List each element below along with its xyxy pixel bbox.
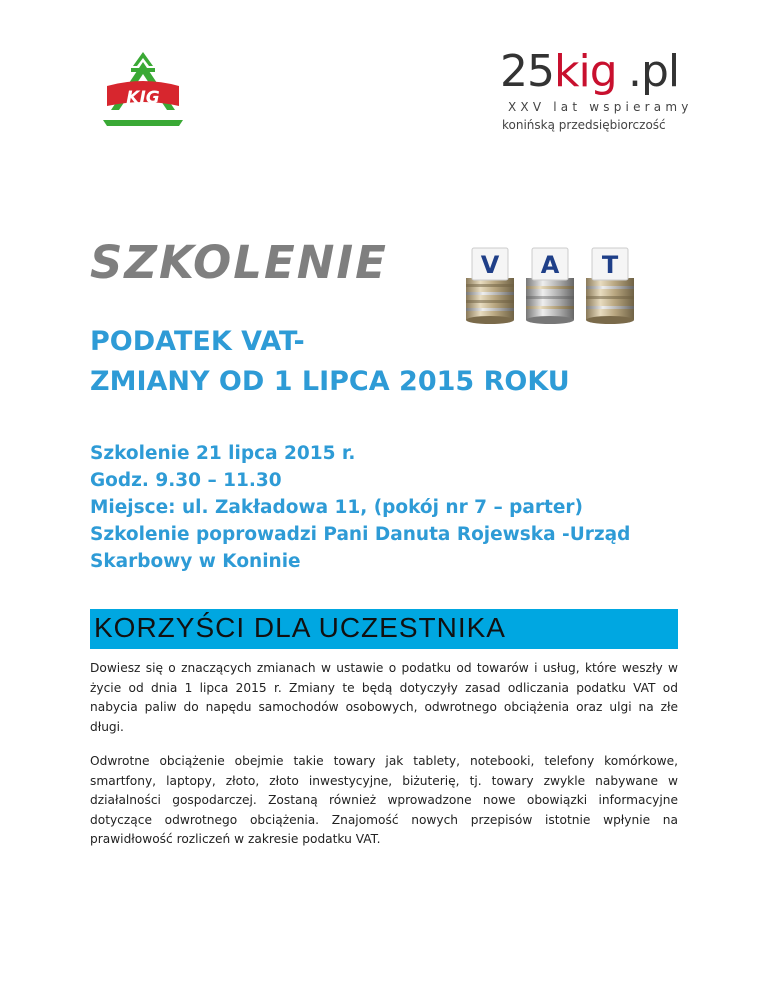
kig25-logo <box>500 46 693 142</box>
kig-logo-text: KIG <box>126 88 160 108</box>
heading-line-1: PODATEK VAT- <box>90 326 305 357</box>
benefits-paragraph-1: Dowiesz się o znaczących zmianach w ustawie o podatku od towarów i usług, które weszły w życie od dnia 1 lipca 2015 r. Zmiany te będą dotyczyły zasad odliczania podatku VAT od nabycia paliw do napędu samochodów osobowych, odwrotnego obciążenia oraz ulgi na złe długi. <box>90 661 678 734</box>
detail-location: Miejsce: ul. Zakładowa 11, (pokój nr 7 – parter) <box>90 497 583 518</box>
kig-logo <box>95 48 191 128</box>
training-details <box>90 440 690 575</box>
detail-trainer: Szkolenie poprowadzi Pani Danuta Rojewska -Urząd <box>90 524 631 545</box>
vat-letter-t: T <box>601 251 619 279</box>
detail-trainer-cont: Skarbowy w Koninie <box>90 551 301 572</box>
training-heading <box>90 322 570 402</box>
benefits-section-bar <box>90 609 678 649</box>
kig25-tagline-2: konińską przedsiębiorczość <box>502 118 666 132</box>
kig25-brand: kig <box>554 46 617 97</box>
kig25-tld: .pl <box>628 46 680 97</box>
vat-letter-v: V <box>480 251 500 279</box>
kig25-number: 25 <box>500 46 554 97</box>
heading-line-2: ZMIANY OD 1 LIPCA 2015 ROKU <box>90 366 570 397</box>
benefits-paragraph-2: Odwrotne obciążenie obejmie takie towary jak tablety, notebooki, telefony komórkowe, smartfony, laptopy, złoto, złoto inwestycyjne, biżuterię, tj. towary zwykle nabywane w działalności gospodarczej. Zostaną również wprowadzone nowe obowiązki informacyjne dotyczące odwrotnego obciążenia. Znajomość nowych przepisów istotnie wpłynie na prawidłowość rozliczeń w zakresie podatku VAT. <box>90 754 678 846</box>
detail-date: Szkolenie 21 lipca 2015 r. <box>90 443 356 464</box>
vat-letter-a: A <box>540 251 560 279</box>
vat-coins-image <box>458 236 640 328</box>
page-title: SZKOLENIE <box>90 236 388 289</box>
detail-time: Godz. 9.30 – 11.30 <box>90 470 282 491</box>
benefits-title: KORZYŚCI DLA UCZESTNIKA <box>94 612 506 643</box>
kig25-tagline-1: XXV lat wspieramy <box>508 100 693 114</box>
